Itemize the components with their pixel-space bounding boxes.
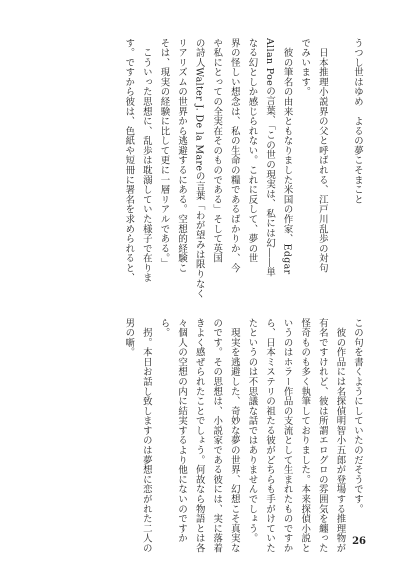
- text-line: こういった思想に、乱歩は耽溺していた様子で在りま: [140, 38, 152, 283]
- text-line: 現実を逃避した、奇妙な夢の世界、幻想こそ真実な: [228, 318, 240, 553]
- text-line: 界の怪しい想念は、私の生命の糧であるばかりか、今: [228, 38, 240, 273]
- text-line: 怪奇ものも多く執筆しておりました。本来探偵小説と: [299, 318, 311, 553]
- text-line: なる幻としか感じられない。これに反して、夢の世: [246, 38, 258, 264]
- text-line: 男の噺。: [123, 318, 135, 358]
- text-line: 有名ですけれど、彼は所謂エログロの雰囲気を纏った: [316, 318, 328, 553]
- text-line: Allan Poeの言葉、「この世の現実は、私には幻――単: [264, 38, 276, 278]
- text-line: リアリズムの世界から逃避するにある。空想的経験こ: [176, 38, 188, 273]
- page-number: 26: [352, 536, 366, 547]
- text-line: 彼の筆名の由来ともなりました米国の作家、Edgar: [281, 38, 293, 275]
- text-line: のです。その思想は、小説家である彼には、実に落着: [211, 318, 223, 553]
- text-line: ら、日本ミステリの祖たる彼がどちらも手がけていた: [264, 318, 276, 553]
- text-line: きよく感ぜられたことでしょう。何故なら物語とは各: [193, 318, 205, 553]
- epigraph-line: うつし世はゆめ よるの夢こそまこと: [352, 38, 363, 205]
- text-line: す。ですから彼は、色紙や短冊に署名を求められると、: [123, 38, 135, 283]
- text-line: この句を書くようにしていたのだそうです。: [352, 318, 363, 514]
- text-line: 彼の作品には名探偵明智小五郎が登場する推理物が: [334, 318, 346, 553]
- text-line: 日本推理小説界の父と呼ばれる、江戸川乱歩の対句: [316, 38, 328, 273]
- text-line: の詩人Walter J. De la Mareの言葉「わが望みは限りなく: [193, 38, 205, 299]
- text-line: 々個人の空想の内に結実するより他にないのですか: [176, 318, 188, 544]
- text-line: たというのは不思議な話ではありませんでしょう。: [246, 318, 258, 544]
- text-line: ら。: [158, 318, 170, 338]
- upper-text-block: [120, 38, 366, 338]
- text-line: そは、現実の経験に比して更に一層リアルである。」: [158, 38, 170, 269]
- text-line: や私にとっての全実在そのものである」そして英国: [211, 38, 223, 264]
- text-line: でみいます。: [299, 38, 311, 97]
- text-line: 拐。本日お話し致しますのは夢想に恋がれた二人の: [140, 318, 152, 553]
- text-line: いうのはホラー作品の支流として生まれたものですか: [281, 318, 293, 553]
